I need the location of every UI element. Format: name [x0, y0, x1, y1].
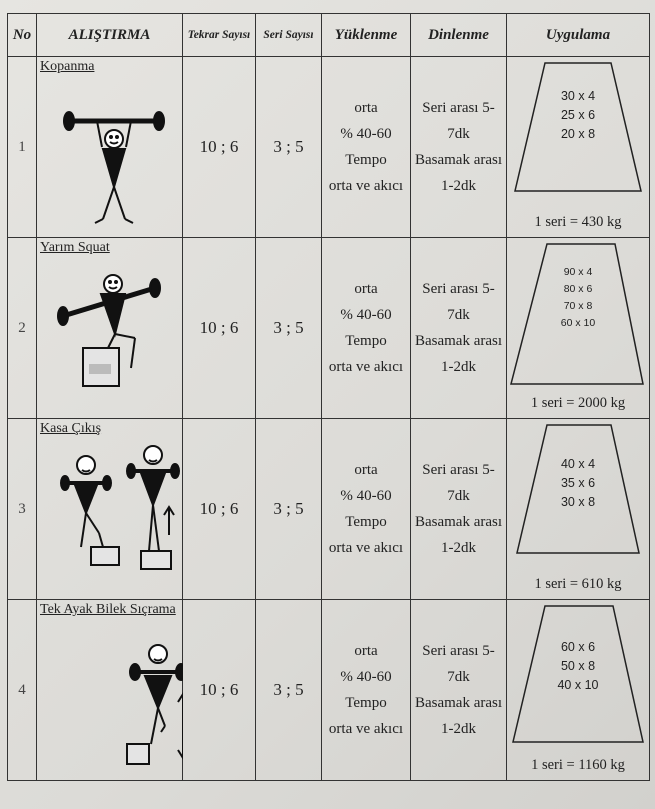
header-load: Yüklenme — [322, 14, 411, 57]
rest-line: Seri arası 5- — [422, 281, 495, 297]
rest-line: 1-2dk — [441, 178, 476, 194]
sets-value: 3 ; 5 — [256, 419, 322, 600]
application-cell — [507, 600, 650, 781]
rest-line: 1-2dk — [441, 540, 476, 556]
load-cell — [322, 419, 411, 600]
reps-value: 10 ; 6 — [183, 57, 256, 238]
sets-value: 3 ; 5 — [256, 600, 322, 781]
row-number: 2 — [8, 238, 37, 419]
load-line: % 40-60 — [340, 488, 392, 504]
exercise-name: Yarım Squat — [40, 240, 110, 255]
total-value: 1 seri = 610 kg — [534, 576, 622, 592]
application-cell — [507, 238, 650, 419]
table-row — [8, 57, 650, 238]
set-item: 80 x 6 — [563, 283, 593, 295]
set-item: 30 x 4 — [560, 89, 596, 103]
rest-line: 1-2dk — [441, 721, 476, 737]
load-line: % 40-60 — [340, 126, 392, 142]
sets-list — [507, 455, 649, 512]
table-row — [8, 238, 650, 419]
exercise-name: Kasa Çıkış — [40, 421, 102, 436]
total-value: 1 seri = 2000 kg — [530, 395, 626, 411]
set-item: 25 x 6 — [560, 108, 596, 122]
exercise-name: Tek Ayak Bilek Sıçrama — [40, 602, 176, 617]
reps-value: 10 ; 6 — [183, 238, 256, 419]
table-row — [8, 419, 650, 600]
header-rest: Dinlenme — [411, 14, 507, 57]
load-line: Tempo — [345, 514, 387, 530]
header-sets: Seri Sayısı — [256, 14, 322, 57]
rest-cell — [411, 600, 507, 781]
trapezoid-shape — [507, 57, 650, 237]
load-cell — [322, 238, 411, 419]
rest-line: 7dk — [447, 307, 470, 323]
single-leg-jump-figure-icon — [37, 620, 183, 780]
table-row — [8, 600, 650, 781]
sets-value: 3 ; 5 — [256, 57, 322, 238]
load-line: Tempo — [345, 695, 387, 711]
rest-line: 7dk — [447, 126, 470, 142]
set-item: 40 x 10 — [557, 678, 599, 692]
row-number: 4 — [8, 600, 37, 781]
set-item: 50 x 8 — [560, 659, 596, 673]
exercise-cell — [37, 57, 183, 238]
header-exercise: ALIŞTIRMA — [37, 14, 183, 57]
header-reps: Tekrar Sayısı — [183, 14, 256, 57]
rest-cell — [411, 57, 507, 238]
set-item: 60 x 6 — [560, 640, 596, 654]
set-item: 35 x 6 — [560, 476, 596, 490]
load-cell — [322, 600, 411, 781]
total-value: 1 seri = 430 kg — [534, 214, 622, 230]
rest-line: Seri arası 5- — [422, 100, 495, 116]
exercise-cell — [37, 238, 183, 419]
rest-line: Basamak arası — [414, 333, 503, 349]
load-line: Tempo — [345, 152, 387, 168]
reps-value: 10 ; 6 — [183, 600, 256, 781]
application-cell — [507, 57, 650, 238]
load-line: Tempo — [345, 333, 387, 349]
header-application: Uygulama — [507, 14, 650, 57]
reps-value: 10 ; 6 — [183, 419, 256, 600]
rest-cell — [411, 419, 507, 600]
load-line: orta — [354, 462, 378, 478]
rest-line: 1-2dk — [441, 359, 476, 375]
set-item: 90 x 4 — [563, 266, 593, 278]
rest-line: Seri arası 5- — [422, 462, 495, 478]
training-table — [7, 13, 650, 781]
load-line: orta — [354, 100, 378, 116]
rest-line: 7dk — [447, 669, 470, 685]
load-line: % 40-60 — [340, 669, 392, 685]
rest-line: Basamak arası — [414, 514, 503, 530]
row-number: 1 — [8, 57, 37, 238]
load-line: % 40-60 — [340, 307, 392, 323]
header-no: No — [8, 14, 37, 57]
load-cell — [322, 57, 411, 238]
load-line: orta ve akıcı — [328, 359, 404, 375]
load-line: orta — [354, 643, 378, 659]
total-value: 1 seri = 1160 kg — [531, 757, 625, 773]
row-number: 3 — [8, 419, 37, 600]
sets-list — [507, 264, 649, 332]
load-line: orta ve akıcı — [328, 721, 404, 737]
sets-list — [507, 638, 649, 695]
sets-list — [507, 87, 649, 144]
rest-line: Basamak arası — [414, 152, 503, 168]
rest-cell — [411, 238, 507, 419]
half-squat-figure-icon — [37, 258, 183, 418]
load-line: orta — [354, 281, 378, 297]
load-line: orta ve akıcı — [328, 178, 404, 194]
rest-line: Basamak arası — [414, 695, 503, 711]
sets-value: 3 ; 5 — [256, 238, 322, 419]
header-row — [8, 14, 650, 57]
box-step-up-figure-icon — [37, 439, 183, 599]
exercise-name: Kopanma — [40, 59, 95, 74]
exercise-cell — [37, 600, 183, 781]
exercise-cell — [37, 419, 183, 600]
application-cell — [507, 419, 650, 600]
rest-line: Seri arası 5- — [422, 643, 495, 659]
snatch-figure-icon — [37, 77, 183, 237]
set-item: 40 x 4 — [560, 457, 596, 471]
set-item: 30 x 8 — [560, 495, 596, 509]
set-item: 70 x 8 — [563, 300, 593, 312]
set-item: 60 x 10 — [560, 317, 596, 329]
load-line: orta ve akıcı — [328, 540, 404, 556]
rest-line: 7dk — [447, 488, 470, 504]
set-item: 20 x 8 — [560, 127, 596, 141]
